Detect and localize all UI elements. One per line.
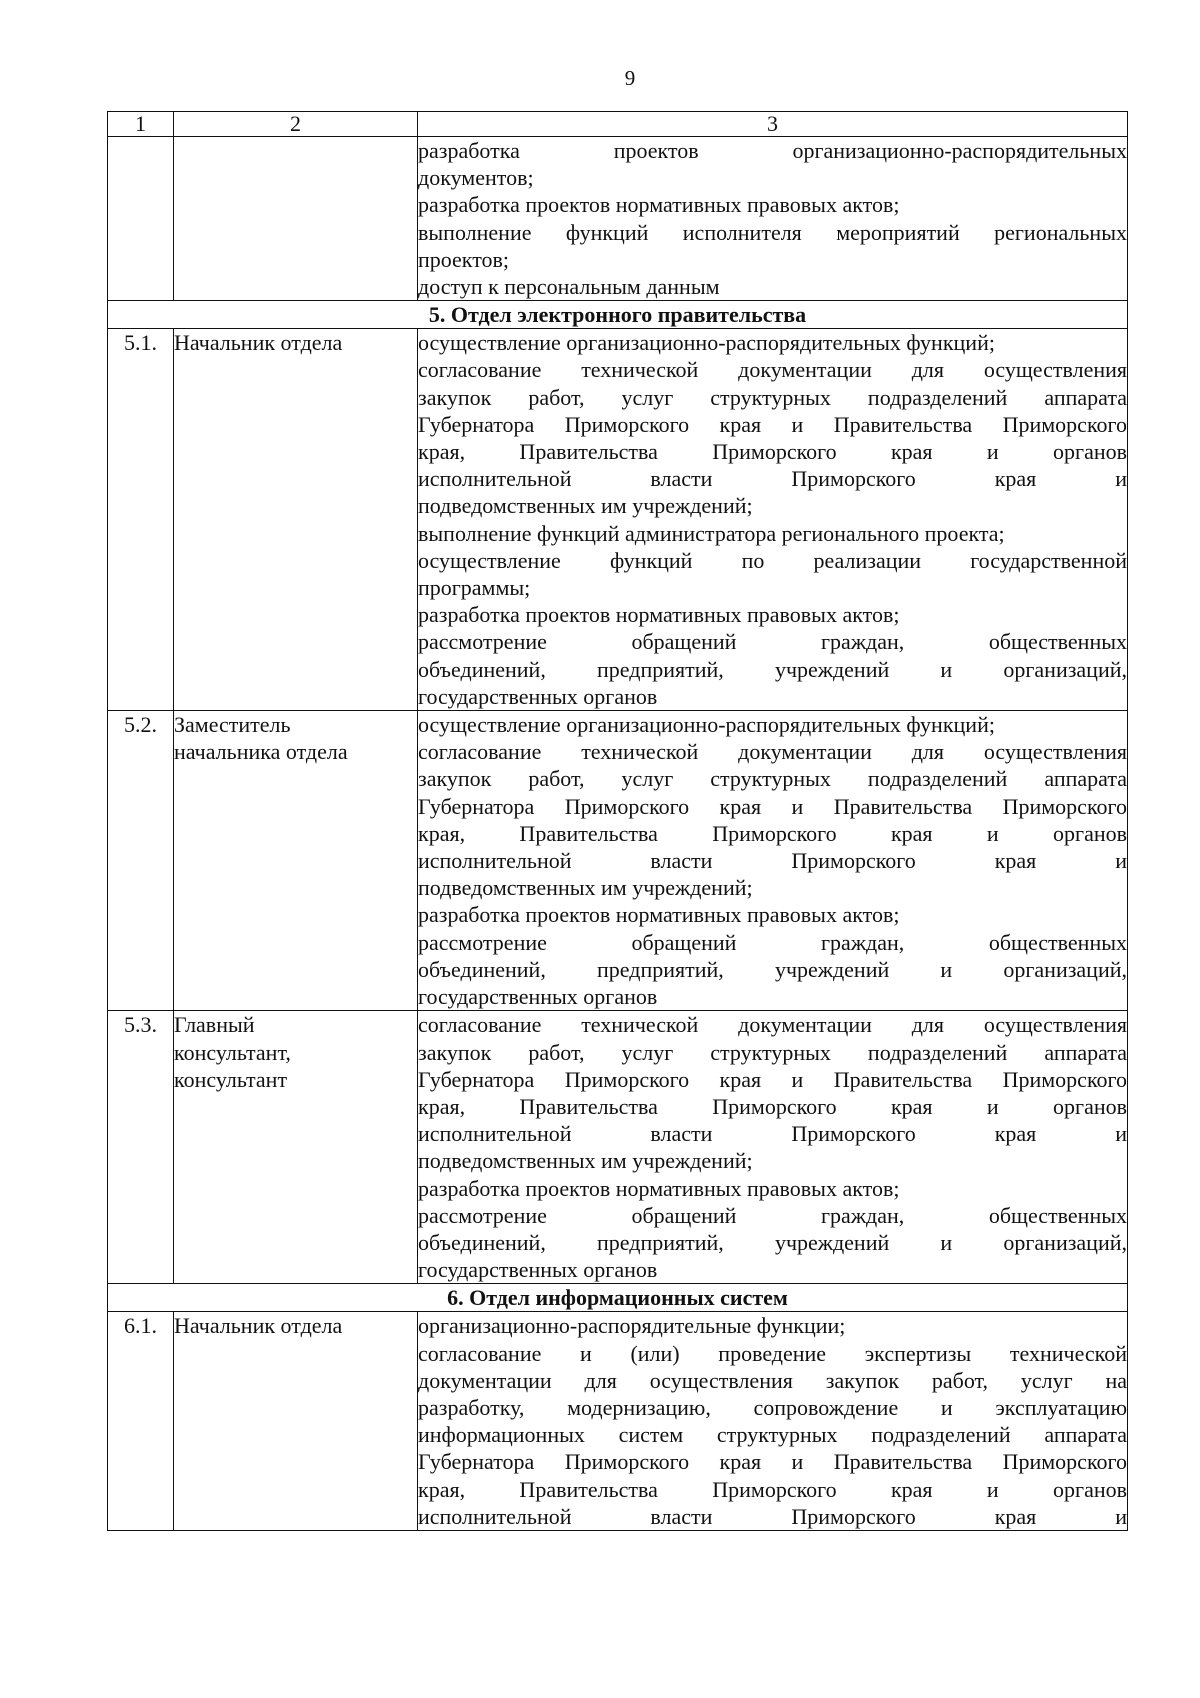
table-row xyxy=(108,137,1128,301)
page-number: 9 xyxy=(624,66,636,90)
duty-line: проектов; xyxy=(418,246,510,272)
duty-line: рассмотрение обращений граждан, общественных xyxy=(418,1202,1127,1228)
duty-line: разработка проектов нормативных правовых актов; xyxy=(418,902,900,928)
header-col-3: 3 xyxy=(418,112,1128,137)
duty-line: согласование технической документации для осуществления xyxy=(418,357,1127,383)
duty-line: согласование технической документации для осуществления xyxy=(418,739,1127,765)
duty-line: края, Правительства Приморского края и органов xyxy=(418,439,1127,465)
duty-line: объединений, предприятий, учреждений и организаций, xyxy=(418,956,1127,982)
duty-line: края, Правительства Приморского края и органов xyxy=(418,1093,1127,1119)
duty-line: согласование и (или) проведение экспертизы технической xyxy=(418,1340,1127,1366)
table-row xyxy=(108,711,1128,1011)
section-title: 6. Отдел информационных систем xyxy=(108,1284,1128,1312)
row-number: 5.3. xyxy=(108,1011,174,1284)
position-line: Заместитель xyxy=(174,712,291,738)
duty-line: Губернатора Приморского края и Правительства Приморского xyxy=(418,793,1127,819)
position-line: начальника отдела xyxy=(174,739,348,765)
duty-line: исполнительной власти Приморского края и xyxy=(418,466,1127,492)
duty-line: рассмотрение обращений граждан, общественных xyxy=(418,629,1127,655)
duties-cell xyxy=(418,1312,1128,1531)
section-6-header xyxy=(108,1284,1128,1312)
position-line: консультант xyxy=(174,1066,288,1092)
duty-line: разработку, модернизацию, сопровождение и эксплуатацию xyxy=(418,1394,1127,1420)
duty-line: доступ к персональным данным xyxy=(418,274,720,300)
positions-table xyxy=(107,111,1128,1531)
duty-line: Губернатора Приморского края и Правительства Приморского xyxy=(418,1066,1127,1092)
duties-cell xyxy=(418,137,1128,301)
row-number: 5.2. xyxy=(108,711,174,1011)
duty-line: документов; xyxy=(418,165,534,191)
table-row xyxy=(108,1011,1128,1284)
duty-line: объединений, предприятий, учреждений и организаций, xyxy=(418,1229,1127,1255)
duty-line: государственных органов xyxy=(418,984,658,1010)
table-row xyxy=(108,1312,1128,1531)
duty-line: закупок работ, услуг структурных подразделений аппарата xyxy=(418,1039,1127,1065)
duty-line: программы; xyxy=(418,575,531,601)
duty-line: государственных органов xyxy=(418,1257,658,1283)
duty-line: выполнение функций исполнителя мероприятий региональных xyxy=(418,219,1127,245)
position-cell xyxy=(174,329,418,711)
duties-cell xyxy=(418,329,1128,711)
duty-line: подведомственных им учреждений; xyxy=(418,493,753,519)
duty-line: закупок работ, услуг структурных подразделений аппарата xyxy=(418,384,1127,410)
duty-line: осуществление организационно-распорядительных функций; xyxy=(418,330,995,356)
duty-line: разработка проектов нормативных правовых актов; xyxy=(418,1175,900,1201)
duty-line: осуществление функций по реализации государственной xyxy=(418,547,1127,573)
table-header-row xyxy=(108,112,1128,137)
position-cell xyxy=(174,1312,418,1531)
table-row xyxy=(108,329,1128,711)
duty-line: информационных систем структурных подразделений аппарата xyxy=(418,1422,1127,1448)
section-title: 5. Отдел электронного правительства xyxy=(108,301,1128,329)
duty-line: государственных органов xyxy=(418,683,658,709)
duty-line: объединений, предприятий, учреждений и организаций, xyxy=(418,656,1127,682)
duty-line: документации для осуществления закупок работ, услуг на xyxy=(418,1367,1127,1393)
duties-cell xyxy=(418,711,1128,1011)
duty-line: разработка проектов нормативных правовых актов; xyxy=(418,192,900,218)
header-col-1: 1 xyxy=(108,112,174,137)
duty-line: подведомственных им учреждений; xyxy=(418,1148,753,1174)
duties-cell xyxy=(418,1011,1128,1284)
position-cell xyxy=(174,711,418,1011)
duty-line: Губернатора Приморского края и Правительства Приморского xyxy=(418,1449,1127,1475)
duty-line: Губернатора Приморского края и Правительства Приморского xyxy=(418,411,1127,437)
row-number xyxy=(108,137,174,301)
position-line: Начальник отдела xyxy=(174,330,343,356)
position-cell xyxy=(174,137,418,301)
duty-line: осуществление организационно-распорядительных функций; xyxy=(418,712,995,738)
duty-line: исполнительной власти Приморского края и xyxy=(418,1121,1127,1147)
duty-line: разработка проектов нормативных правовых актов; xyxy=(418,602,900,628)
duty-line: организационно-распорядительные функции; xyxy=(418,1313,846,1339)
duty-line: исполнительной власти Приморского края и xyxy=(418,848,1127,874)
duty-line: рассмотрение обращений граждан, общественных xyxy=(418,929,1127,955)
duty-line: исполнительной власти Приморского края и xyxy=(418,1503,1127,1529)
duty-line: разработка проектов организационно-распорядительных xyxy=(418,138,1127,163)
position-cell xyxy=(174,1011,418,1284)
duty-line: края, Правительства Приморского края и органов xyxy=(418,820,1127,846)
header-col-2: 2 xyxy=(174,112,418,137)
row-number: 5.1. xyxy=(108,329,174,711)
duty-line: закупок работ, услуг структурных подразделений аппарата xyxy=(418,766,1127,792)
position-line: Начальник отдела xyxy=(174,1313,343,1339)
position-line: Главный xyxy=(174,1012,255,1038)
duty-line: края, Правительства Приморского края и органов xyxy=(418,1476,1127,1502)
position-line: консультант, xyxy=(174,1039,291,1065)
duty-line: подведомственных им учреждений; xyxy=(418,875,753,901)
duty-line: согласование технической документации для осуществления xyxy=(418,1012,1127,1038)
duty-line: выполнение функций администратора регионального проекта; xyxy=(418,520,1005,546)
row-number: 6.1. xyxy=(108,1312,174,1531)
section-5-header xyxy=(108,301,1128,329)
